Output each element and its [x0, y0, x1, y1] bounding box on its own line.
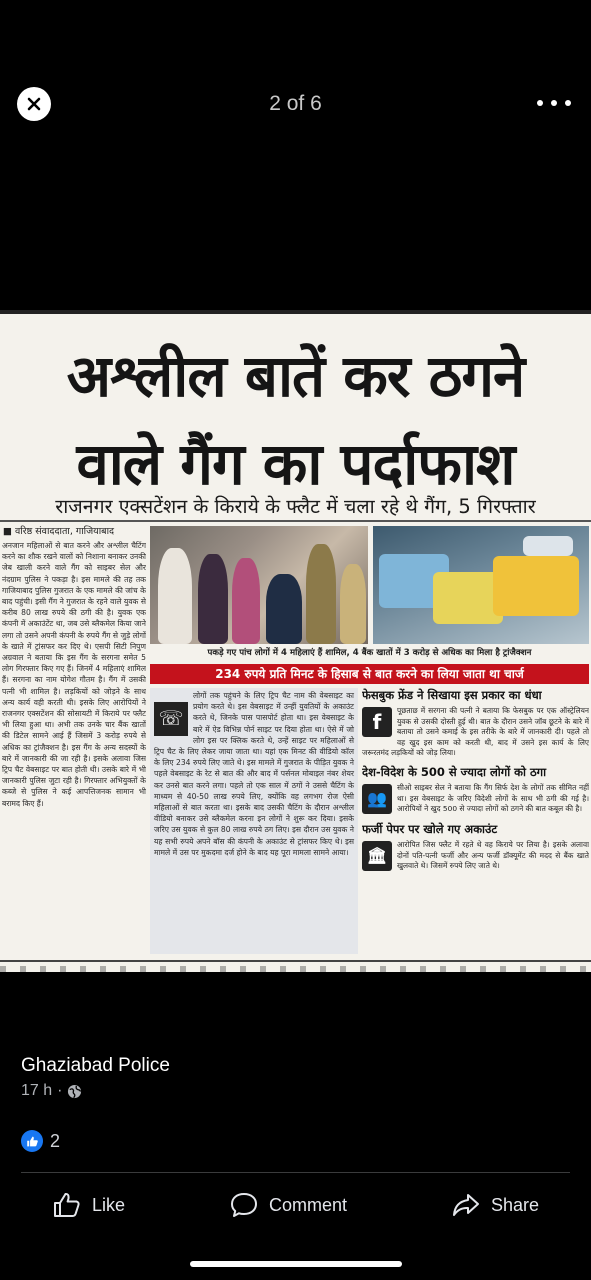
- section-text: सीओ साइबर सेल ने बताया कि गैंग सिर्फ देश के लोगों तक सीमित नहीं था। इस वेबसाइट के जरिए विदेशी लोगों के साथ भी ठगी की गई है। आरोपियों ने खुद 500 से ज्यादा लोगों को ठगने की बात कबूल की है।: [397, 782, 589, 814]
- section-text: पूछताछ में सरगना की पत्नी ने बताया कि फेसबुक पर एक ऑस्ट्रेलियन युवक से उसकी दोस्ती हुई थी। बात के दौरान उसने जॉब छूटने के बारे में बताया तो उसने कमाई के इस तरीके के बारे में जानकारी दी। पहले तो वह खुद इस काम को करती थी, बाद में उसने इस कार्य के लिए जरूरतमंद लड़कियों को जोड़ लिया।: [362, 706, 589, 758]
- thumbs-up-icon: [52, 1190, 82, 1220]
- comment-button[interactable]: [219, 1186, 357, 1224]
- section-body-facebook: [362, 706, 589, 759]
- photo-counter: 2 of 6: [269, 92, 322, 115]
- share-icon: [451, 1190, 481, 1220]
- section-heading-victims: देश-विदेश के 500 से ज्यादा लोगों को ठगा: [362, 764, 547, 779]
- bank-icon: 🏛: [362, 841, 392, 871]
- globe-icon[interactable]: [67, 1084, 82, 1099]
- close-icon: [26, 96, 42, 112]
- like-label: Like: [91, 1194, 125, 1215]
- article-middle-column: [150, 688, 358, 954]
- comment-icon: [229, 1190, 259, 1220]
- like-button[interactable]: [42, 1186, 135, 1224]
- post-photo[interactable]: [0, 310, 591, 972]
- red-banner: 234 रुपये प्रति मिनट के हिसाब से बात करने का लिया जाता था चार्ज: [150, 664, 589, 684]
- photo-caption: पकड़े गए पांच लोगों में 4 महिलाएं हैं शामिल, 4 बैंक खातों में 3 करोड़ से अधिक का मिला है ट्रांजैक्शन: [207, 648, 532, 658]
- section-body-fake-accounts: [362, 840, 589, 873]
- home-indicator[interactable]: [190, 1261, 402, 1267]
- arrest-photo: [150, 526, 368, 644]
- post-action-bar: [0, 1185, 591, 1225]
- people-icon: 👥: [362, 784, 392, 814]
- viewer-top-bar: [0, 0, 591, 205]
- newspaper-subheadline: राजनगर एक्सटेंशन के किराये के फ्लैट में चला रहे थे गैंग, 5 गिरफ्तार: [55, 495, 536, 518]
- more-dot-icon: [551, 100, 557, 106]
- next-article-fragment: [0, 966, 591, 972]
- reactions-summary[interactable]: [21, 1130, 60, 1152]
- share-button[interactable]: [441, 1186, 549, 1224]
- article-right-column: [362, 688, 589, 954]
- more-dot-icon: [565, 100, 571, 106]
- photo-bottom-rule: [0, 960, 591, 962]
- post-author-name[interactable]: Ghaziabad Police: [21, 1055, 170, 1076]
- like-reaction-icon: [21, 1130, 43, 1152]
- post-info: [21, 1055, 570, 1100]
- more-dot-icon: [537, 100, 543, 106]
- meta-separator: ·: [57, 1082, 63, 1099]
- hand-phone-icon: ☏: [154, 702, 188, 736]
- seized-items-photo: [373, 526, 589, 644]
- close-button[interactable]: [17, 87, 51, 121]
- section-text: आरोपित जिस फ्लैट में रहते थे वह किराये पर लिया है। इसके अलावा दोनों पति-पत्नी फर्जी और अन्य फर्जी डॉक्यूमेंट की मदद से बैंक खाते खुलवाते थे। जिसमें रुपये लिए जाते थे।: [397, 839, 589, 871]
- post-meta: [21, 1082, 570, 1100]
- comment-label: Comment: [268, 1194, 347, 1215]
- section-heading-fake-accounts: फर्जी पेपर पर खोले गए अकाउंट: [362, 821, 498, 836]
- reaction-count: 2: [50, 1130, 61, 1151]
- newspaper-byline: ■ वरिष्ठ संवाददाता, गाजियाबाद: [3, 526, 115, 537]
- subheadline-rule: [0, 520, 591, 522]
- actions-divider: [21, 1172, 570, 1173]
- photo-top-rule: [0, 310, 591, 314]
- article-left-column: अनजान महिलाओं से बात करने और अश्लील चैटिंग करने का शौक रखने वालों को निशाना बनाकर उनकी जेब खाली करने वाले गैंग को साइबर सेल और नंदग्राम पुलिस ने पकड़ा है। इस मामले की तह तक गाजियाबाद पुलिस गुजरात के एक मामले की जांच के बाद पहुंची। इसी गैंग ने गुजरात के रहने वाले युवक से करीब 80 लाख रुपये की ठगी की है। युवक एक कंपनी में अकाउंटेंट था, जब उसे ब्लैकमेल किया जाने लगा तो उसने अपनी कंपनी के रुपये गैंग से जुड़े लोगों के खाते में ट्रांसफर कर दिए थे। एसपी सिटी निपुण अग्रवाल ने बताया कि इस गैंग के सरगना समेत 5 लोग गिरफ्तार किए गए हैं। जिनमें 4 महिलाएं शामिल हैं। सरगना का नाम योगेश गौतम है। गैंग में उसकी पत्नी भी शामिल है। लड़कियों को जोड़ने के साथ अन्य कार्य वही करती थी। इसके लिए आरोपियों ने राजनगर एक्सटेंशन की सोसायटी में किराये पर फ्लैट भी लिया हुआ था। अभी तक उनके चार बैंक खातों की डिटेल सामने आई हैं जिसमें 3 करोड़ रुपये से अधिक का ट्रांजैक्शन है। इस गैंग के अन्य सदस्यों के बारे में जानकारी की जा रही है। इसके अलावा जिस ट्रिप चैट वेबसाइट पर बात होती थी। उसके बारे में भी जानकारी पुलिस जुटा रही है। गिरफ्तार अभियुक्तों के कब्जे से पुलिस ने कई आपत्तिजनक सामान भी बरामद किए हैं।: [2, 541, 146, 808]
- more-options-button[interactable]: [537, 96, 571, 110]
- section-heading-facebook: फेसबुक फ्रेंड ने सिखाया इस प्रकार का धंधा: [362, 688, 542, 702]
- post-timestamp[interactable]: 17 h: [21, 1082, 53, 1099]
- newspaper-headline: [0, 332, 591, 508]
- section-body-victims: [362, 783, 589, 816]
- share-label: Share: [490, 1194, 539, 1215]
- facebook-icon: f: [362, 707, 392, 737]
- headline-line-2: वाले गैंग का पर्दाफाश: [76, 430, 515, 498]
- middle-column-text: लोगों तक पहुंचने के लिए ट्रिप चैट नाम की वेबसाइट का प्रयोग करते थे। इस वेबसाइट में उन्हीं युवतियों के अकाउंट करते थे, जिनके पास पासपोर्ट होता था। इस वेबसाइट के बारे में ऐड विभिन्न पोर्न साइट पर दिया होता था। ऐसे में जो लोग इस पर क्लिक करते थे, उन्हें साइट पर महिलाओं से ट्रिप चैट के लिए लेकर जाया जाता था। यहां एक मिनट की वीडियो कॉल के लिए 234 रुपये लिए जाते थे। इस मामले में गुजरात के पीड़ित युवक ने पहले वेबसाइट के रेट से बात की और बाद में पर्सनल मोबाइल नंबर शेयर कर उनसे बात करने लगा। पहले तो एक साल में ठगों ने उससे चैटिंग के माध्यम से 40-50 लाख रुपये लिए, क्योंकि वह लगभग रोज ऐसी महिलाओं से बात करता था। इसके बाद उसकी चैटिंग के दौरान अश्लील वीडियो बनाकर उसे ब्लैकमेल करना इन लोगों ने शुरू कर दिया। इसके जरिए उस युवक से कुल 80 लाख रुपये ठग लिए। इस दौरान उस युवक ने यह सभी रुपये अपने बॉस की कंपनी के अकाउंट से ट्रांसफर किए थे। इस मामले में उस पर मुकदमा दर्ज होने के बाद यह पूरा मामला सामने आया।: [154, 691, 354, 857]
- headline-line-1: अश्लील बातें कर ठगने: [66, 342, 525, 410]
